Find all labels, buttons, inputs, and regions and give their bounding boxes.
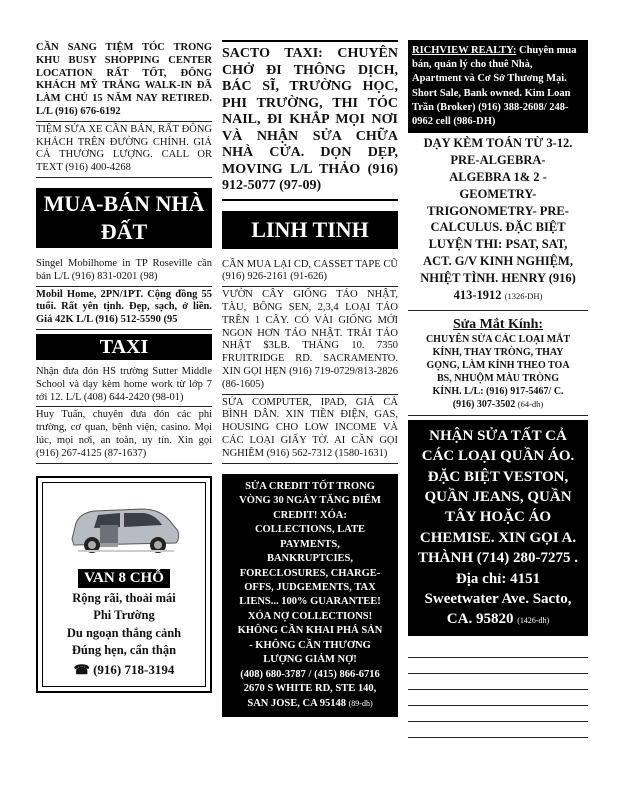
credit-line: CREDIT! XÓA: bbox=[273, 509, 347, 521]
blank-line bbox=[408, 658, 588, 674]
blank-line bbox=[408, 674, 588, 690]
math-tutor-ad bbox=[408, 133, 588, 311]
glasses-ref: (64-dh) bbox=[517, 398, 544, 409]
section-header-taxi: TAXI bbox=[36, 334, 212, 360]
column-right bbox=[408, 40, 588, 738]
glasses-line: GỌNG, LÀM KÍNH THEO TOA bbox=[426, 359, 570, 371]
glasses-line: KÍNH, THAY TRÒNG, THAY bbox=[432, 346, 564, 358]
classified-ad-repair-shop: TIỆM SỬA XE CẦN BÁN, RẤT ĐÔNG KHÁCH TRÊN ĐƯỜNG CHÍNH. GIÁ CẢ THƯƠNG LƯỢNG. CALL OR TEXT (916) 400-4268 bbox=[36, 122, 212, 178]
blank-lines bbox=[408, 642, 588, 738]
credit-address: SAN JOSE, CA 95148 bbox=[247, 697, 346, 709]
credit-line: COLLECTIONS, LATE bbox=[254, 524, 366, 536]
glasses-line: KÍNH. L/L: (916) 917-5467/ C. bbox=[432, 385, 564, 397]
math-ref: (1326-DH) bbox=[504, 290, 543, 301]
alter-line: CÁC LOẠI QUẦN ÁO. bbox=[421, 448, 575, 465]
credit-line: FORECLOSURES, CHARGE- bbox=[239, 567, 381, 579]
alter-line: ĐẶC BIỆT VESTON, bbox=[427, 468, 569, 485]
math-line: ALGEBRA 1& 2 - bbox=[449, 169, 547, 184]
credit-line: SỬA CREDIT TỐT TRONG bbox=[245, 480, 375, 492]
math-line: PRE-ALGEBRA- bbox=[450, 152, 546, 167]
blank-line bbox=[408, 706, 588, 722]
section-header-misc: LINH TINH bbox=[222, 211, 398, 249]
glasses-title: Sửa Mắt Kính: bbox=[452, 316, 544, 332]
classified-ad-school-pickup: Nhận đưa đón HS trường Sutter Middle School và dạy kèm home work từ lớp 7 tới 12. L/L (408) 644-2420 (98-01) bbox=[36, 364, 212, 407]
classified-ad-mobilehome-1: Singel Mobilhome in TP Roseville cần bán L/L (916) 831-0201 (98) bbox=[36, 256, 212, 287]
alter-zip: CA. 95820 bbox=[446, 611, 514, 628]
alter-line: TÂY HOẶC ÁO bbox=[444, 509, 552, 526]
blank-line bbox=[408, 690, 588, 706]
credit-line: OFFS, JUDGEMENTS, TAX bbox=[244, 581, 376, 593]
credit-repair-ad bbox=[222, 474, 398, 718]
column-middle bbox=[222, 40, 398, 717]
classified-ad-huy-tuan: Huy Tuấn, chuyên đưa đón các phi trường, cơ quan, bệnh viện, casino. Mọi lúc, mọi nơi, an toàn, uy tín. Xin gọi (916) 267-4125 (87-1637) bbox=[36, 407, 212, 463]
math-line: ACT. G/V KINH NGHIỆM, bbox=[423, 254, 573, 269]
section-header-real-estate: MUA-BÁN NHÀ ĐẤT bbox=[36, 188, 212, 248]
van-ad-phone-row bbox=[47, 662, 201, 678]
credit-line: (408) 680-3787 / (415) 866-6716 bbox=[240, 668, 380, 680]
credit-ref: (89-dh) bbox=[348, 698, 373, 708]
classified-ad-sacto-taxi: SACTO TAXI: CHUYÊN CHỞ ĐI THÔNG DỊCH, BÁC SĨ, TRƯỜNG HỌC, PHI TRƯỜNG, THI TÓC NAIL, ĐI KHẮP MỌI NƠI VÀ NHẬN SỬA CHỮA NHÀ CỬA. DỌN DẸP, MOVING L/L THẢO (916) 912-5077 (97-09) bbox=[222, 40, 398, 201]
credit-line: LIENS... 100% GUARANTEE! bbox=[239, 596, 381, 608]
van-ad-line-2: Phi Trường bbox=[93, 608, 155, 623]
alter-ref: (1426-dh) bbox=[517, 616, 550, 626]
credit-line: XÓA NỢ COLLECTIONS! bbox=[247, 610, 373, 622]
alter-line: Sweetwater Ave. Sacto, bbox=[424, 590, 572, 607]
classified-ad-computer-repair: SỬA COMPUTER, IPAD, GIÁ CẢ BÌNH DÂN. XIN TIỀN ĐIỆN, GAS, HOUSING CHO LOW INCOME VÀ CÁC LOẠI GIẤY TỜ. AI CẦN GỌI NGHIÊM (916) 562-7312 (1580-1631) bbox=[222, 395, 398, 464]
van-ad-inner bbox=[42, 482, 206, 687]
alter-line: THÀNH (714) 280-7275 . bbox=[418, 550, 578, 567]
classified-ad-salon: CẦN SANG TIỆM TÓC TRONG KHU BUSY SHOPPING CENTER LOCATION RẤT TỐT, ĐÔNG KHÁCH MỸ TRẮNG WALK-IN ĐÃ LÀM CHỦ 15 NĂM NAY RETIRED. L/L (916) 676-6192 bbox=[36, 40, 212, 122]
math-last-line bbox=[408, 287, 588, 304]
van-ad-line-1: Rộng rãi, thoải mái bbox=[72, 590, 176, 605]
math-line: DẠY KÈM TOÁN TỪ 3-12. bbox=[423, 136, 573, 151]
phone-icon: ☎ bbox=[73, 661, 90, 677]
math-line: NHIỆT TÌNH. HENRY (916) bbox=[420, 271, 576, 286]
credit-line: 2670 S WHITE RD, STE 140, bbox=[243, 683, 377, 695]
alterations-ad bbox=[408, 420, 588, 636]
math-phone: 413-1912 bbox=[453, 287, 502, 302]
credit-line: VÒNG 30 NGÀY TĂNG ĐIỂM bbox=[239, 495, 381, 507]
alter-line: Địa chỉ: 4151 bbox=[455, 570, 541, 587]
alter-last-line bbox=[412, 609, 584, 629]
glasses-repair-ad bbox=[408, 311, 588, 416]
richview-body: Chuyên mua bán, quản lý cho thuê Nhà, Apartment và Cơ Sở Thương Mại. Short Sale, Bank owned. Kim Loan Trần (Broker) (916) 388-2608/ 248-0962 cell (986-DH) bbox=[412, 45, 577, 127]
van-ad-title: VAN 8 CHỖ bbox=[78, 569, 170, 588]
math-line: TRIGONOMETRY- PRE- bbox=[427, 203, 569, 218]
van-picture bbox=[64, 495, 184, 561]
van-ad-phone: (916) 718-3194 bbox=[93, 661, 175, 677]
math-line: LUYỆN THI: PSAT, SAT, bbox=[428, 237, 568, 252]
van-ad-line-3: Du ngoạn thắng cảnh bbox=[66, 625, 182, 640]
credit-line: KHÔNG CẦN KHAI PHÁ SẢN bbox=[237, 625, 383, 637]
credit-line: - KHÔNG CẦN THƯƠNG bbox=[249, 639, 371, 651]
van-ad-box bbox=[36, 476, 212, 693]
alter-line: NHẬN SỬA TẤT CẢ bbox=[429, 427, 567, 444]
credit-line: PAYMENTS, bbox=[280, 538, 340, 550]
blank-line bbox=[408, 642, 588, 658]
math-line: GEOMETRY- bbox=[459, 186, 537, 201]
glasses-line: CHUYÊN SỬA CÁC LOẠI MẮT bbox=[425, 333, 571, 345]
richview-realty-ad bbox=[408, 40, 588, 133]
credit-line: LƯỢNG GIẢM NỢ! bbox=[263, 654, 357, 666]
van-ad-line-4: Đúng hẹn, cẩn thận bbox=[71, 643, 177, 658]
richview-title: RICHVIEW REALTY: bbox=[412, 45, 517, 56]
credit-last-line bbox=[226, 697, 394, 711]
glasses-last-line bbox=[408, 398, 588, 411]
blank-line bbox=[408, 722, 588, 738]
glasses-phone: (916) 307-3502 bbox=[452, 398, 516, 410]
classified-ad-cd-cassette: CẦN MUA LẠI CD, CASSET TAPE CŨ (916) 926-2161 (91-626) bbox=[222, 257, 398, 288]
classified-ad-apple-trees: VƯỜN CÂY GIỐNG TÁO NHẬT, TÀU, BÔNG SEN, 2,3,4 LOẠI TÁO TRÊN 1 CÂY. CÓ VÀI GIỐNG MỚI NGON HƠN TÁO NHẬT. TRÁI TÁO NHẬT $3LB. THÁNG 10. 7350 FRUITRIDGE RD. SACRAMENTO. XIN GỌI HẸN (916) 719-0729/813-2826 (86-1605) bbox=[222, 287, 398, 394]
glasses-line: BS, NHUỘM MÀU TRÒNG bbox=[436, 372, 560, 384]
classified-ad-mobilehome-2: Mobil Home, 2PN/1PT. Cộng đồng 55 tuổi. Rất yên tịnh. Đẹp, sạch, ở liền. Giá 42K L/L (916) 512-5590 (95 bbox=[36, 287, 212, 330]
column-left bbox=[36, 40, 212, 693]
alter-line: QUẦN JEANS, QUẦN bbox=[424, 488, 572, 505]
alter-line: CHEMISE. XIN GỌI A. bbox=[419, 529, 577, 546]
math-line: CALCULUS. ĐẶC BIỆT bbox=[430, 220, 566, 235]
van-image bbox=[47, 493, 201, 563]
credit-line: BANKRUPTCIES, bbox=[266, 553, 354, 565]
